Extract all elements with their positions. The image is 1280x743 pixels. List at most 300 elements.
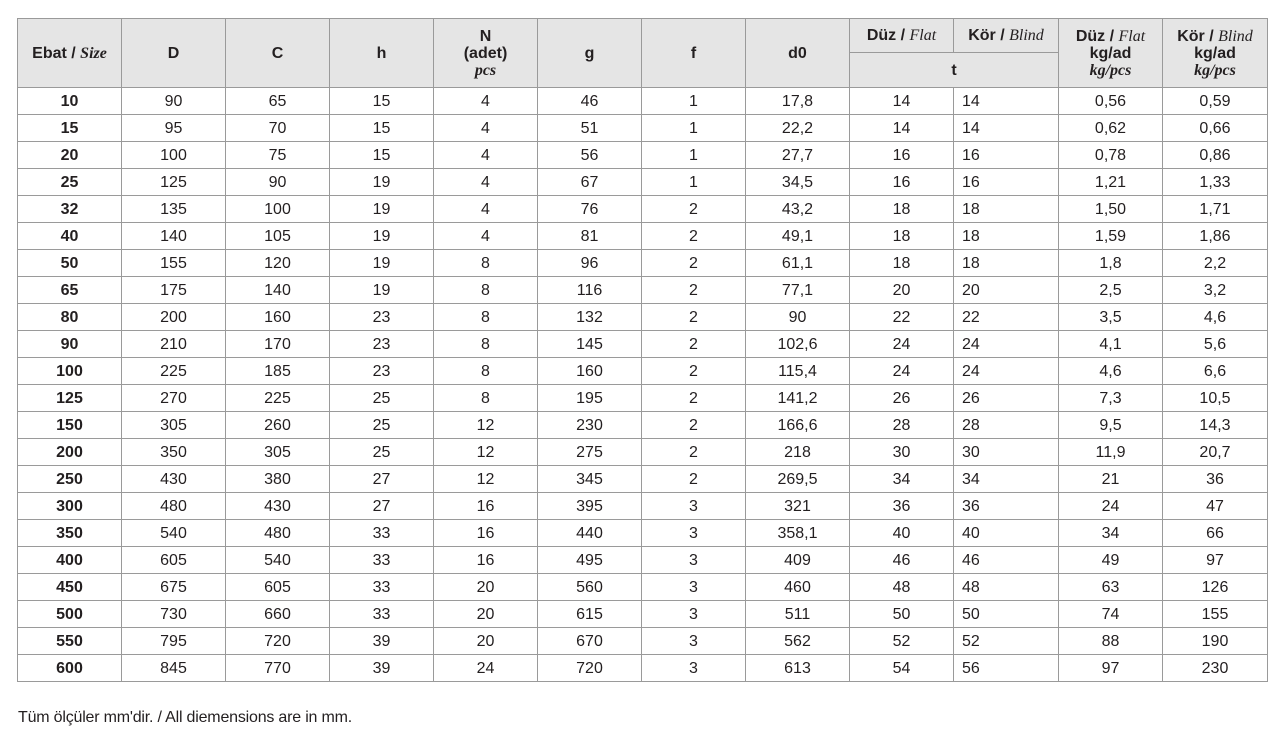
table-cell: 210 bbox=[122, 331, 226, 358]
table-cell: 2 bbox=[642, 466, 746, 493]
table-cell: 15 bbox=[330, 142, 434, 169]
table-cell: 460 bbox=[746, 574, 850, 601]
table-cell: 540 bbox=[122, 520, 226, 547]
header-N: N (adet) pcs bbox=[434, 19, 538, 88]
table-cell: 14 bbox=[954, 115, 1059, 142]
header-t: t bbox=[850, 53, 1059, 88]
table-cell: 4,6 bbox=[1059, 358, 1163, 385]
header-h: h bbox=[330, 19, 434, 88]
table-cell: 605 bbox=[226, 574, 330, 601]
table-cell: 33 bbox=[330, 547, 434, 574]
table-row bbox=[18, 385, 1268, 412]
table-cell: 155 bbox=[122, 250, 226, 277]
table-cell: 43,2 bbox=[746, 196, 850, 223]
table-cell: 350 bbox=[122, 439, 226, 466]
size-cell: 25 bbox=[18, 169, 122, 196]
table-cell: 0,56 bbox=[1059, 88, 1163, 115]
table-row bbox=[18, 601, 1268, 628]
table-cell: 8 bbox=[434, 331, 538, 358]
table-cell: 52 bbox=[954, 628, 1059, 655]
table-cell: 18 bbox=[850, 196, 954, 223]
table-cell: 74 bbox=[1059, 601, 1163, 628]
size-cell: 50 bbox=[18, 250, 122, 277]
table-cell: 230 bbox=[1163, 655, 1268, 682]
table-cell: 20 bbox=[434, 601, 538, 628]
table-cell: 1,86 bbox=[1163, 223, 1268, 250]
table-cell: 27 bbox=[330, 466, 434, 493]
table-cell: 0,62 bbox=[1059, 115, 1163, 142]
table-cell: 430 bbox=[122, 466, 226, 493]
table-cell: 7,3 bbox=[1059, 385, 1163, 412]
table-cell: 39 bbox=[330, 628, 434, 655]
table-cell: 0,78 bbox=[1059, 142, 1163, 169]
header-C: C bbox=[226, 19, 330, 88]
table-cell: 76 bbox=[538, 196, 642, 223]
table-cell: 97 bbox=[1059, 655, 1163, 682]
table-row bbox=[18, 277, 1268, 304]
table-row bbox=[18, 169, 1268, 196]
table-cell: 480 bbox=[122, 493, 226, 520]
header-blind: Kör / Blind bbox=[954, 19, 1059, 53]
table-cell: 480 bbox=[226, 520, 330, 547]
table-cell: 795 bbox=[122, 628, 226, 655]
table-cell: 540 bbox=[226, 547, 330, 574]
table-row bbox=[18, 142, 1268, 169]
table-cell: 66 bbox=[1163, 520, 1268, 547]
table-row bbox=[18, 655, 1268, 682]
table-cell: 562 bbox=[746, 628, 850, 655]
table-cell: 20 bbox=[850, 277, 954, 304]
table-cell: 120 bbox=[226, 250, 330, 277]
table-cell: 22,2 bbox=[746, 115, 850, 142]
table-cell: 14,3 bbox=[1163, 412, 1268, 439]
table-cell: 50 bbox=[954, 601, 1059, 628]
table-cell: 720 bbox=[538, 655, 642, 682]
table-cell: 105 bbox=[226, 223, 330, 250]
table-cell: 26 bbox=[850, 385, 954, 412]
table-row bbox=[18, 115, 1268, 142]
table-cell: 8 bbox=[434, 250, 538, 277]
table-row bbox=[18, 439, 1268, 466]
table-cell: 321 bbox=[746, 493, 850, 520]
table-row bbox=[18, 547, 1268, 574]
table-cell: 495 bbox=[538, 547, 642, 574]
table-cell: 1,33 bbox=[1163, 169, 1268, 196]
table-cell: 90 bbox=[226, 169, 330, 196]
table-cell: 2 bbox=[642, 358, 746, 385]
table-cell: 670 bbox=[538, 628, 642, 655]
table-cell: 845 bbox=[122, 655, 226, 682]
table-cell: 14 bbox=[850, 88, 954, 115]
table-cell: 25 bbox=[330, 385, 434, 412]
table-cell: 18 bbox=[954, 223, 1059, 250]
table-row bbox=[18, 304, 1268, 331]
table-cell: 8 bbox=[434, 358, 538, 385]
table-cell: 675 bbox=[122, 574, 226, 601]
table-cell: 9,5 bbox=[1059, 412, 1163, 439]
header-D: D bbox=[122, 19, 226, 88]
table-cell: 6,6 bbox=[1163, 358, 1268, 385]
header-g: g bbox=[538, 19, 642, 88]
table-cell: 395 bbox=[538, 493, 642, 520]
table-cell: 34 bbox=[850, 466, 954, 493]
table-cell: 33 bbox=[330, 574, 434, 601]
table-cell: 140 bbox=[122, 223, 226, 250]
table-row bbox=[18, 574, 1268, 601]
table-cell: 305 bbox=[122, 412, 226, 439]
table-header bbox=[18, 19, 1268, 88]
table-cell: 18 bbox=[954, 196, 1059, 223]
table-cell: 345 bbox=[538, 466, 642, 493]
table-row bbox=[18, 466, 1268, 493]
size-cell: 80 bbox=[18, 304, 122, 331]
table-cell: 1,50 bbox=[1059, 196, 1163, 223]
table-cell: 2 bbox=[642, 196, 746, 223]
table-cell: 3 bbox=[642, 574, 746, 601]
table-cell: 155 bbox=[1163, 601, 1268, 628]
size-cell: 350 bbox=[18, 520, 122, 547]
table-cell: 47 bbox=[1163, 493, 1268, 520]
table-cell: 33 bbox=[330, 520, 434, 547]
table-cell: 2 bbox=[642, 304, 746, 331]
table-cell: 126 bbox=[1163, 574, 1268, 601]
table-cell: 52 bbox=[850, 628, 954, 655]
size-cell: 15 bbox=[18, 115, 122, 142]
table-cell: 440 bbox=[538, 520, 642, 547]
table-cell: 23 bbox=[330, 331, 434, 358]
table-cell: 615 bbox=[538, 601, 642, 628]
size-cell: 20 bbox=[18, 142, 122, 169]
table-cell: 3 bbox=[642, 628, 746, 655]
table-cell: 1,21 bbox=[1059, 169, 1163, 196]
table-cell: 116 bbox=[538, 277, 642, 304]
table-cell: 560 bbox=[538, 574, 642, 601]
table-cell: 24 bbox=[850, 358, 954, 385]
table-cell: 190 bbox=[1163, 628, 1268, 655]
table-cell: 30 bbox=[850, 439, 954, 466]
table-cell: 3 bbox=[642, 520, 746, 547]
table-cell: 23 bbox=[330, 358, 434, 385]
table-cell: 4,6 bbox=[1163, 304, 1268, 331]
table-cell: 225 bbox=[122, 358, 226, 385]
table-cell: 12 bbox=[434, 439, 538, 466]
table-cell: 39 bbox=[330, 655, 434, 682]
size-cell: 90 bbox=[18, 331, 122, 358]
table-cell: 18 bbox=[850, 250, 954, 277]
table-cell: 18 bbox=[954, 250, 1059, 277]
table-cell: 2 bbox=[642, 412, 746, 439]
table-cell: 14 bbox=[954, 88, 1059, 115]
table-cell: 4 bbox=[434, 169, 538, 196]
size-cell: 125 bbox=[18, 385, 122, 412]
table-cell: 8 bbox=[434, 277, 538, 304]
table-cell: 3,5 bbox=[1059, 304, 1163, 331]
size-cell: 300 bbox=[18, 493, 122, 520]
table-cell: 770 bbox=[226, 655, 330, 682]
table-cell: 613 bbox=[746, 655, 850, 682]
table-cell: 28 bbox=[954, 412, 1059, 439]
table-cell: 16 bbox=[850, 169, 954, 196]
table-cell: 3 bbox=[642, 601, 746, 628]
table-cell: 3 bbox=[642, 547, 746, 574]
size-cell: 250 bbox=[18, 466, 122, 493]
table-cell: 409 bbox=[746, 547, 850, 574]
table-cell: 54 bbox=[850, 655, 954, 682]
table-cell: 4 bbox=[434, 196, 538, 223]
table-cell: 100 bbox=[226, 196, 330, 223]
table-cell: 26 bbox=[954, 385, 1059, 412]
size-cell: 65 bbox=[18, 277, 122, 304]
table-cell: 24 bbox=[954, 358, 1059, 385]
table-cell: 660 bbox=[226, 601, 330, 628]
table-cell: 63 bbox=[1059, 574, 1163, 601]
table-cell: 19 bbox=[330, 169, 434, 196]
table-cell: 275 bbox=[538, 439, 642, 466]
table-cell: 90 bbox=[746, 304, 850, 331]
table-cell: 90 bbox=[122, 88, 226, 115]
table-row bbox=[18, 196, 1268, 223]
table-cell: 135 bbox=[122, 196, 226, 223]
table-cell: 2 bbox=[642, 331, 746, 358]
header-size: Ebat / Size bbox=[18, 19, 122, 88]
table-cell: 15 bbox=[330, 115, 434, 142]
table-cell: 125 bbox=[122, 169, 226, 196]
table-cell: 16 bbox=[434, 547, 538, 574]
table-cell: 88 bbox=[1059, 628, 1163, 655]
table-cell: 12 bbox=[434, 466, 538, 493]
table-cell: 17,8 bbox=[746, 88, 850, 115]
table-cell: 10,5 bbox=[1163, 385, 1268, 412]
table-cell: 1,71 bbox=[1163, 196, 1268, 223]
dimensions-table bbox=[17, 18, 1268, 682]
table-cell: 170 bbox=[226, 331, 330, 358]
size-cell: 32 bbox=[18, 196, 122, 223]
table-cell: 3 bbox=[642, 655, 746, 682]
table-cell: 24 bbox=[954, 331, 1059, 358]
table-cell: 2 bbox=[642, 439, 746, 466]
table-cell: 36 bbox=[1163, 466, 1268, 493]
table-cell: 23 bbox=[330, 304, 434, 331]
table-cell: 20 bbox=[434, 628, 538, 655]
table-cell: 14 bbox=[850, 115, 954, 142]
table-cell: 11,9 bbox=[1059, 439, 1163, 466]
table-cell: 0,86 bbox=[1163, 142, 1268, 169]
table-cell: 1 bbox=[642, 88, 746, 115]
header-weight-blind: Kör / Blind kg/ad kg/pcs bbox=[1163, 19, 1268, 88]
table-cell: 2 bbox=[642, 385, 746, 412]
table-cell: 22 bbox=[850, 304, 954, 331]
table-cell: 34 bbox=[1059, 520, 1163, 547]
table-cell: 16 bbox=[954, 169, 1059, 196]
table-cell: 46 bbox=[538, 88, 642, 115]
table-cell: 20,7 bbox=[1163, 439, 1268, 466]
table-cell: 18 bbox=[850, 223, 954, 250]
size-cell: 550 bbox=[18, 628, 122, 655]
table-body bbox=[18, 88, 1268, 682]
table-cell: 15 bbox=[330, 88, 434, 115]
table-cell: 160 bbox=[538, 358, 642, 385]
table-cell: 27,7 bbox=[746, 142, 850, 169]
size-cell: 10 bbox=[18, 88, 122, 115]
table-cell: 605 bbox=[122, 547, 226, 574]
header-flat: Düz / Flat bbox=[850, 19, 954, 53]
table-cell: 2,2 bbox=[1163, 250, 1268, 277]
table-cell: 36 bbox=[850, 493, 954, 520]
table-cell: 36 bbox=[954, 493, 1059, 520]
table-cell: 4,1 bbox=[1059, 331, 1163, 358]
table-row bbox=[18, 412, 1268, 439]
table-cell: 269,5 bbox=[746, 466, 850, 493]
table-cell: 4 bbox=[434, 115, 538, 142]
table-cell: 100 bbox=[122, 142, 226, 169]
table-cell: 730 bbox=[122, 601, 226, 628]
table-cell: 49 bbox=[1059, 547, 1163, 574]
table-cell: 19 bbox=[330, 250, 434, 277]
table-cell: 48 bbox=[850, 574, 954, 601]
table-cell: 19 bbox=[330, 277, 434, 304]
header-f: f bbox=[642, 19, 746, 88]
footnote: Tüm ölçüler mm'dir. / All diemensions are in mm. bbox=[18, 709, 353, 726]
table-cell: 225 bbox=[226, 385, 330, 412]
table-cell: 27 bbox=[330, 493, 434, 520]
table-cell: 195 bbox=[538, 385, 642, 412]
table-cell: 1 bbox=[642, 142, 746, 169]
table-cell: 141,2 bbox=[746, 385, 850, 412]
table-cell: 4 bbox=[434, 88, 538, 115]
table-cell: 95 bbox=[122, 115, 226, 142]
table-cell: 21 bbox=[1059, 466, 1163, 493]
table-cell: 2 bbox=[642, 250, 746, 277]
table-cell: 19 bbox=[330, 223, 434, 250]
table-cell: 185 bbox=[226, 358, 330, 385]
table-cell: 81 bbox=[538, 223, 642, 250]
table-row bbox=[18, 628, 1268, 655]
table-cell: 16 bbox=[434, 493, 538, 520]
table-cell: 51 bbox=[538, 115, 642, 142]
table-row bbox=[18, 358, 1268, 385]
table-cell: 230 bbox=[538, 412, 642, 439]
table-cell: 56 bbox=[954, 655, 1059, 682]
table-cell: 16 bbox=[434, 520, 538, 547]
table-cell: 4 bbox=[434, 223, 538, 250]
size-cell: 150 bbox=[18, 412, 122, 439]
table-cell: 28 bbox=[850, 412, 954, 439]
table-cell: 50 bbox=[850, 601, 954, 628]
size-cell: 200 bbox=[18, 439, 122, 466]
table-cell: 720 bbox=[226, 628, 330, 655]
table-cell: 260 bbox=[226, 412, 330, 439]
table-cell: 67 bbox=[538, 169, 642, 196]
table-row bbox=[18, 88, 1268, 115]
table-cell: 75 bbox=[226, 142, 330, 169]
table-cell: 8 bbox=[434, 385, 538, 412]
size-cell: 450 bbox=[18, 574, 122, 601]
table-cell: 48 bbox=[954, 574, 1059, 601]
size-cell: 100 bbox=[18, 358, 122, 385]
table-cell: 1,8 bbox=[1059, 250, 1163, 277]
table-cell: 200 bbox=[122, 304, 226, 331]
table-cell: 430 bbox=[226, 493, 330, 520]
table-cell: 145 bbox=[538, 331, 642, 358]
header-d0: d0 bbox=[746, 19, 850, 88]
table-row bbox=[18, 250, 1268, 277]
size-cell: 400 bbox=[18, 547, 122, 574]
table-cell: 61,1 bbox=[746, 250, 850, 277]
table-cell: 12 bbox=[434, 412, 538, 439]
table-cell: 25 bbox=[330, 439, 434, 466]
table-cell: 34,5 bbox=[746, 169, 850, 196]
table-cell: 46 bbox=[954, 547, 1059, 574]
table-cell: 30 bbox=[954, 439, 1059, 466]
table-cell: 0,66 bbox=[1163, 115, 1268, 142]
table-cell: 5,6 bbox=[1163, 331, 1268, 358]
table-cell: 3,2 bbox=[1163, 277, 1268, 304]
table-cell: 140 bbox=[226, 277, 330, 304]
table-cell: 218 bbox=[746, 439, 850, 466]
table-cell: 102,6 bbox=[746, 331, 850, 358]
table-row bbox=[18, 520, 1268, 547]
table-cell: 2 bbox=[642, 277, 746, 304]
table-cell: 34 bbox=[954, 466, 1059, 493]
table-cell: 20 bbox=[434, 574, 538, 601]
table-cell: 56 bbox=[538, 142, 642, 169]
table-cell: 160 bbox=[226, 304, 330, 331]
size-cell: 500 bbox=[18, 601, 122, 628]
table-cell: 70 bbox=[226, 115, 330, 142]
table-cell: 97 bbox=[1163, 547, 1268, 574]
table-cell: 40 bbox=[954, 520, 1059, 547]
table-row bbox=[18, 493, 1268, 520]
table-cell: 19 bbox=[330, 196, 434, 223]
table-cell: 1,59 bbox=[1059, 223, 1163, 250]
table-cell: 2 bbox=[642, 223, 746, 250]
table-cell: 77,1 bbox=[746, 277, 850, 304]
header-weight-flat: Düz / Flat kg/ad kg/pcs bbox=[1059, 19, 1163, 88]
table-cell: 49,1 bbox=[746, 223, 850, 250]
table-cell: 0,59 bbox=[1163, 88, 1268, 115]
table-cell: 132 bbox=[538, 304, 642, 331]
table-cell: 511 bbox=[746, 601, 850, 628]
table-cell: 40 bbox=[850, 520, 954, 547]
table-cell: 1 bbox=[642, 115, 746, 142]
table-cell: 65 bbox=[226, 88, 330, 115]
size-cell: 600 bbox=[18, 655, 122, 682]
size-cell: 40 bbox=[18, 223, 122, 250]
table-cell: 24 bbox=[850, 331, 954, 358]
table-cell: 24 bbox=[1059, 493, 1163, 520]
table-cell: 4 bbox=[434, 142, 538, 169]
table-cell: 166,6 bbox=[746, 412, 850, 439]
table-cell: 115,4 bbox=[746, 358, 850, 385]
table-cell: 24 bbox=[434, 655, 538, 682]
table-cell: 175 bbox=[122, 277, 226, 304]
table-cell: 2,5 bbox=[1059, 277, 1163, 304]
table-cell: 8 bbox=[434, 304, 538, 331]
table-cell: 22 bbox=[954, 304, 1059, 331]
table-cell: 16 bbox=[850, 142, 954, 169]
table-cell: 380 bbox=[226, 466, 330, 493]
table-cell: 1 bbox=[642, 169, 746, 196]
table-cell: 46 bbox=[850, 547, 954, 574]
table-cell: 270 bbox=[122, 385, 226, 412]
table-cell: 16 bbox=[954, 142, 1059, 169]
table-cell: 20 bbox=[954, 277, 1059, 304]
table-row bbox=[18, 331, 1268, 358]
table-cell: 305 bbox=[226, 439, 330, 466]
table-cell: 96 bbox=[538, 250, 642, 277]
table-cell: 358,1 bbox=[746, 520, 850, 547]
table-cell: 25 bbox=[330, 412, 434, 439]
